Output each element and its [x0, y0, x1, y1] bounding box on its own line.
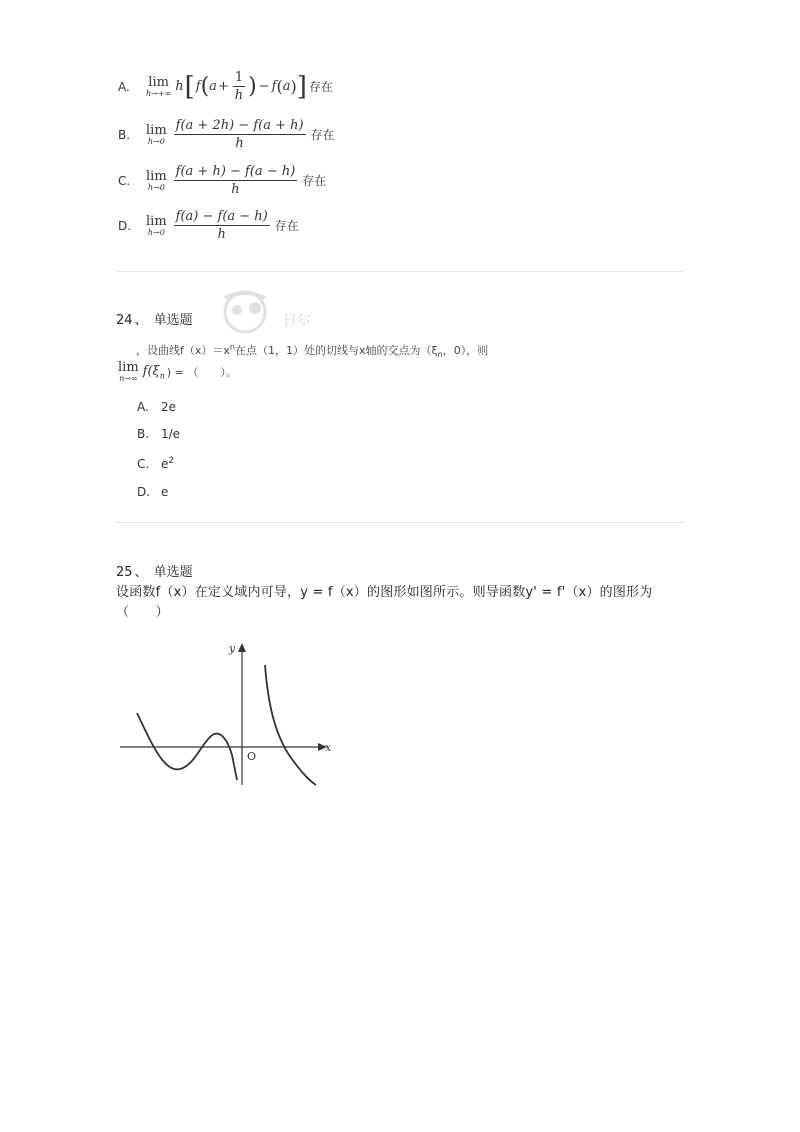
- q25-stem-line2: （ ）: [116, 605, 169, 620]
- option-letter: B.: [118, 127, 131, 142]
- question-type: 单选题: [153, 313, 193, 328]
- q23-option-d[interactable]: [118, 209, 299, 242]
- q24-option-a[interactable]: A. 2e: [137, 400, 177, 414]
- option-text: 1/e: [161, 427, 181, 441]
- question-divider: [116, 271, 684, 272]
- option-b-expression: lim h→0 $\frac{f(a + 2h) - f(a + h)}{h}$ 存在: [146, 118, 335, 151]
- option-letter: A.: [118, 79, 130, 94]
- option-text: e: [161, 485, 169, 499]
- q25-header: 25 、 单选题: [116, 565, 193, 580]
- q24-option-c[interactable]: C. $e^2$: [137, 456, 175, 471]
- fraction-denominator: h: [235, 136, 244, 151]
- function-graph: [115, 635, 340, 795]
- q24-stem-line1: ，设曲线$f(x)=x^n$在点（1，1）处的切线与x轴的交点为（$\xi_n$，0），则: [136, 342, 489, 360]
- option-d-expression: lim h→0 $\frac{f(a) - f(a - h)}{h}$ 存在: [146, 209, 299, 242]
- watermark: [215, 290, 325, 334]
- q23-option-b[interactable]: [118, 118, 335, 151]
- fraction-numerator: f(a + h) − f(a − h): [175, 164, 296, 179]
- fraction-numerator: f(a + 2h) − f(a + h): [175, 118, 304, 133]
- q24-option-b[interactable]: B. 1/e: [137, 427, 181, 441]
- limit-subscript: h→+∞: [146, 88, 172, 98]
- q25-stem-line1: 设函数f（x）在定义域内可导，y = f（x）的图形如图所示。则导函数y' = f'（x）的图形为: [116, 585, 653, 600]
- panda-logo-icon: [215, 290, 285, 334]
- curve-right-branch: [265, 665, 316, 785]
- question-number: 25: [116, 565, 133, 580]
- q23-option-a[interactable]: [118, 70, 333, 103]
- option-c-expression: lim h→0 $\frac{f(a + h) - f(a - h)}{h}$ 存在: [146, 164, 327, 197]
- q23-option-c[interactable]: [118, 164, 326, 197]
- q24-header: 24 、 单选题: [116, 313, 193, 328]
- option-a-expression: lim h→+∞ h [ f ( a + $\frac{1}{h}$ ) − f ( a ) ] 存在: [146, 70, 333, 103]
- origin-label: O: [247, 750, 257, 763]
- fraction-numerator: f(a) − f(a − h): [175, 209, 268, 224]
- option-letter: D.: [118, 218, 132, 233]
- option-text: $e^2$: [161, 456, 175, 471]
- question-type: 单选题: [153, 565, 193, 580]
- option-a-body: h [ f ( a + $\frac{1}{h}$ ) − f ( a ) ]: [175, 70, 307, 103]
- question-number: 24: [116, 313, 133, 328]
- y-axis-label: y: [229, 642, 236, 655]
- option-text: 2e: [161, 400, 177, 414]
- q24-option-d[interactable]: D. e: [137, 485, 169, 499]
- fraction-denominator: h: [217, 227, 226, 242]
- option-suffix: 存在: [308, 80, 333, 94]
- q24-stem-line2: lim n→∞ $f(\xi_n$ ) = （ ）。: [118, 360, 237, 383]
- y-axis-arrow-icon: [238, 643, 246, 652]
- question-divider: [116, 522, 684, 523]
- option-letter: C.: [118, 173, 131, 188]
- watermark-text: 日尔: [283, 313, 311, 329]
- x-axis-label: x: [325, 741, 332, 754]
- fraction-denominator: h: [231, 182, 240, 197]
